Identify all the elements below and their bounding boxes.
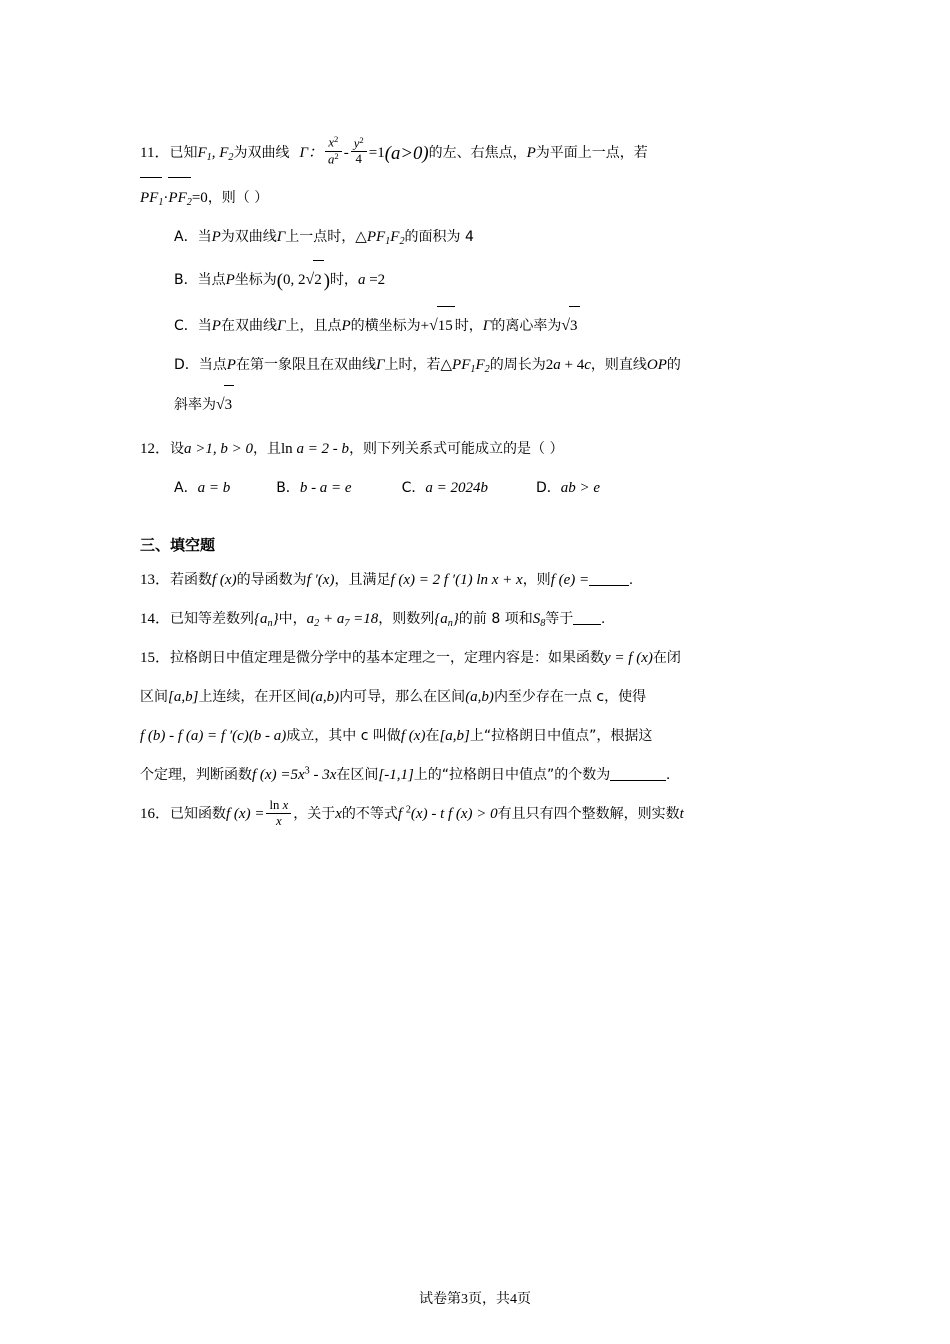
q14-p5: 等于 bbox=[545, 611, 574, 628]
q11-frac-x2a2: $\frac{x^2}{a^2}$ bbox=[325, 135, 342, 166]
q15-line-2 bbox=[140, 678, 812, 717]
page-content bbox=[140, 130, 812, 834]
q15-l2ab3: (a,b) bbox=[465, 689, 494, 706]
q15-l3c: 上“拉格朗日中值点”，根据这 bbox=[469, 728, 653, 745]
q15-l2ab2: (a,b) bbox=[310, 689, 340, 706]
q12-tail: ，则下列关系式可能成立的是（ ） bbox=[349, 441, 564, 458]
q11-opta-triangle: $\triangle PF_1F_2$ bbox=[355, 228, 405, 247]
q11-vector-pf2: $PF_2$ bbox=[168, 179, 191, 218]
q13-stem: 13．若函数f (x)的导函数为f ′(x)，且满足f (x) = 2 f ′(1) ln x + x，则f (e) = . bbox=[140, 572, 633, 589]
page-footer: 试卷第3页，共4页 bbox=[419, 1292, 531, 1307]
q11-optb-coord: (0, 2√2 ) bbox=[277, 272, 330, 288]
q11-optd-t1: 当点 bbox=[198, 357, 227, 374]
q12-option-c[interactable] bbox=[402, 469, 488, 508]
q11-option-d-cont bbox=[140, 385, 812, 426]
q15-answer-blank[interactable] bbox=[610, 780, 666, 781]
question-13 bbox=[140, 561, 812, 600]
question-11 bbox=[140, 130, 812, 426]
q13-f1: f (x) bbox=[212, 572, 237, 589]
q12-number: 12． bbox=[140, 441, 171, 458]
q11-option-b-label: B． bbox=[174, 271, 198, 288]
q11-stem-after2: 为平面上一点，若 bbox=[535, 144, 648, 161]
q15-l2d: 内至少存在一点 c，使得 bbox=[493, 689, 647, 706]
q13-answer-blank[interactable] bbox=[589, 585, 629, 586]
q11-optb-result: a bbox=[357, 271, 366, 288]
q12-option-a[interactable] bbox=[174, 469, 230, 508]
q14-an2: $\{a_n\}$ bbox=[434, 611, 459, 630]
q15-l4ab: [-1,1] bbox=[378, 767, 414, 784]
q12-opta-text: a = b bbox=[197, 480, 231, 497]
q15-l3a: 成立，其中 c 叫做 bbox=[286, 728, 401, 745]
q13-eq: f (x) = 2 f ′(1) ln x + x bbox=[390, 572, 523, 589]
q11-optc-gamma: Γ bbox=[276, 317, 286, 334]
q12-cond2: ln a = 2 - b bbox=[281, 441, 350, 458]
q11-optd-t7: 斜率为 bbox=[174, 397, 216, 414]
q11-stem-mid: 为双曲线 bbox=[233, 144, 290, 161]
q15-l2ab: [a,b] bbox=[168, 689, 199, 706]
q12-stem bbox=[140, 430, 812, 469]
q11-stem: 11．已知$F_1$, $F_2$为双曲线 Γ： $\frac{x^2}{a^2}$ - $\frac{y^2}{4}$ =1(a>0)的左、右焦点，P为平面上一点，若 bbox=[140, 134, 648, 167]
q11-optc-xvalue: +√15 bbox=[421, 318, 455, 334]
q11-optc-t5: 时， bbox=[454, 317, 483, 334]
q15-l3b: 在 bbox=[425, 728, 440, 745]
q16-number: 16． bbox=[140, 806, 171, 823]
q11-optb-t2: 坐标为 bbox=[234, 271, 277, 288]
q11-condition: $PF_1\cdot PF_2=0$，则（ ） bbox=[140, 179, 812, 218]
q11-opta-t1: 当 bbox=[197, 228, 212, 245]
q11-hyperbola-label: Γ： bbox=[299, 144, 324, 161]
q14-an: $\{a_n\}$ bbox=[254, 611, 279, 630]
q13-p3: ，且满足 bbox=[334, 572, 391, 589]
q11-foci: $F_1$, $F_2$ bbox=[197, 144, 234, 163]
q12-optd-text: ab > e bbox=[560, 480, 601, 497]
q11-number: 11． bbox=[140, 144, 170, 161]
q11-optc-t6: 的离心率为 bbox=[491, 317, 562, 334]
q14-p1: 已知等差数列 bbox=[170, 611, 255, 628]
q15-l2b: 上连续，在开区间 bbox=[198, 689, 311, 706]
q16-var: x bbox=[335, 806, 342, 823]
q11-optd-triangle: $\triangle PF_1F_2$ bbox=[440, 357, 490, 376]
q11-cond-a: (a>0) bbox=[384, 143, 429, 164]
q12-options bbox=[140, 469, 812, 508]
q11-optd-gamma: Γ bbox=[375, 357, 385, 374]
q12-option-b[interactable] bbox=[276, 469, 351, 508]
q14-number: 14． bbox=[140, 611, 171, 628]
question-16 bbox=[140, 795, 812, 834]
q11-optd-op: OP bbox=[646, 357, 667, 374]
q16-t: t bbox=[679, 806, 684, 823]
q11-optc-t2: 在双曲线 bbox=[220, 317, 277, 334]
question-14 bbox=[140, 600, 812, 639]
q11-stem-lead: 已知 bbox=[169, 144, 198, 161]
q15-line-3 bbox=[140, 717, 812, 756]
q13-number: 13． bbox=[140, 572, 171, 589]
q11-optc-t4: 的横坐标为 bbox=[350, 317, 421, 334]
q15-l4f: f $(x) =5x^3 - 3x$ bbox=[252, 766, 337, 784]
q16-frac-lnx-x: $\frac{\text{ln x}}{x}$ bbox=[266, 798, 291, 828]
q11-optd-t4: 的周长为 bbox=[489, 357, 546, 374]
q16-f: f (x) = bbox=[226, 806, 265, 823]
q11-vector-pf1: $PF_1$ bbox=[140, 179, 163, 218]
q14-p2: 中， bbox=[278, 611, 307, 628]
q14-p3: ，则数列 bbox=[378, 611, 435, 628]
q11-option-d[interactable] bbox=[140, 346, 812, 385]
q11-option-c[interactable] bbox=[140, 306, 812, 347]
q11-optc-p2: P bbox=[341, 317, 351, 334]
q11-option-b[interactable]: B．当点P坐标为(0, 2√2 )时，a =2 bbox=[140, 257, 812, 306]
q11-optd-p: P bbox=[226, 357, 236, 374]
q14-eq: $a_2 + a_7 =18$ bbox=[306, 611, 379, 630]
q15-line-4: 个定理，判断函数f $(x) =5x^3 - 3x$在区间[-1,1]上的“拉格朗日中值点”的个数为 . bbox=[140, 766, 671, 784]
q11-optc-gamma2: Γ bbox=[482, 317, 492, 334]
question-12 bbox=[140, 430, 812, 508]
q12-optb-text: b - a = e bbox=[299, 480, 352, 497]
q13-p1: 若函数 bbox=[170, 572, 213, 589]
q11-option-c-label: C． bbox=[174, 317, 198, 334]
q15-line-1 bbox=[140, 639, 812, 678]
q11-eq-tail: =1 bbox=[368, 144, 385, 161]
q12-option-d[interactable] bbox=[536, 469, 600, 508]
q11-opta-t3: 上一点时， bbox=[285, 228, 356, 245]
q15-l4b: 在区间 bbox=[336, 767, 379, 784]
q16-p4: 有且只有四个整数解，则实数 bbox=[497, 806, 680, 823]
q15-l1f: y = f (x) bbox=[604, 650, 653, 667]
q12-opta-label: A． bbox=[174, 480, 198, 497]
q16-stem bbox=[140, 795, 812, 834]
q12-optc-label: C． bbox=[401, 480, 426, 497]
q13-f2: f ′(x) bbox=[306, 572, 335, 589]
q15-l1a: 拉格朗日中值定理是微分学中的基本定理之一，定理内容是：如果函数 bbox=[170, 650, 605, 667]
q11-stem-after: 的左、右焦点， bbox=[428, 144, 527, 161]
q11-optd-t3: 上时，若 bbox=[384, 357, 441, 374]
q15-l3ab: [a,b] bbox=[439, 728, 470, 745]
q14-stem: 14．已知等差数列$\{a_n\}$中，$a_2 + a_7 =18$，则数列$\{a_n\}$的前 8 项和$S_8$等于 . bbox=[140, 611, 606, 630]
q11-frac-y24: $\frac{y^2}{4}$ bbox=[351, 136, 367, 167]
q11-optc-t3: 上，且点 bbox=[285, 317, 342, 334]
section-heading-fill-in: 三、填空题 bbox=[140, 537, 216, 555]
q13-fe: f (e) = bbox=[550, 572, 590, 589]
q15-l3eq: f (b) - f (a) = f ′(c)(b - a) bbox=[140, 728, 287, 745]
q11-dot-eq: =0 bbox=[191, 189, 208, 206]
q12-mid: ，且 bbox=[253, 441, 282, 458]
q15-l1b: 在闭 bbox=[652, 650, 681, 667]
q12-optd-label: D． bbox=[536, 480, 561, 497]
q11-option-a[interactable] bbox=[140, 218, 812, 257]
q11-option-d-label: D． bbox=[174, 357, 199, 374]
q16-p1: 已知函数 bbox=[170, 806, 227, 823]
q12-lead: 设 bbox=[170, 441, 185, 458]
q12-cond1: a >1, b > 0 bbox=[184, 441, 254, 458]
q11-optd-t5: ，则直线 bbox=[590, 357, 647, 374]
q16-p2: ，关于 bbox=[293, 806, 336, 823]
q11-optd-t6: 的 bbox=[666, 357, 681, 374]
q13-p4: ，则 bbox=[522, 572, 551, 589]
q16-ineq: f $^2$(x) - t f (x) > 0 bbox=[397, 805, 498, 823]
q14-answer-blank[interactable] bbox=[573, 624, 601, 625]
q11-option-a-label: A． bbox=[174, 228, 198, 245]
q11-then: ，则（ ） bbox=[207, 189, 269, 206]
q11-p-label: P bbox=[526, 144, 536, 161]
q11-optb-p: P bbox=[225, 271, 235, 288]
q15-l2a: 区间 bbox=[140, 689, 168, 706]
q14-s8: $S_8$ bbox=[532, 611, 546, 630]
q11-optc-p: P bbox=[211, 317, 221, 334]
q15-l4a: 个定理，判断函数 bbox=[140, 767, 252, 784]
q15-l2c: 内可导，那么在区间 bbox=[339, 689, 466, 706]
q11-opta-p: P bbox=[211, 228, 221, 245]
q11-optb-t1: 当点 bbox=[197, 271, 226, 288]
q13-p2: 的导函数为 bbox=[236, 572, 307, 589]
q11-optd-slope: √3 bbox=[216, 397, 234, 413]
q11-optd-perimeter: 2a + 4c bbox=[545, 357, 591, 374]
q11-opta-t4: 的面积为 4 bbox=[404, 228, 474, 245]
q14-p4: 的前 8 项和 bbox=[458, 611, 533, 628]
q11-optc-ecc: √3 bbox=[561, 318, 579, 334]
q12-optb-label: B． bbox=[276, 480, 300, 497]
q11-optd-t2: 在第一象限且在双曲线 bbox=[235, 357, 376, 374]
q11-opta-gamma: Γ bbox=[276, 228, 286, 245]
q11-optb-t3: 时， bbox=[329, 271, 358, 288]
q11-opta-t2: 为双曲线 bbox=[220, 228, 277, 245]
q11-optc-t1: 当 bbox=[197, 317, 212, 334]
question-15 bbox=[140, 639, 812, 795]
q15-l3f: f (x) bbox=[400, 728, 426, 745]
q15-l4c: 上的“拉格朗日中值点”的个数为 bbox=[413, 767, 611, 784]
q16-p3: 的不等式 bbox=[341, 806, 398, 823]
q15-number: 15． bbox=[140, 650, 171, 667]
q12-optc-text: a = 2024b bbox=[425, 480, 488, 497]
